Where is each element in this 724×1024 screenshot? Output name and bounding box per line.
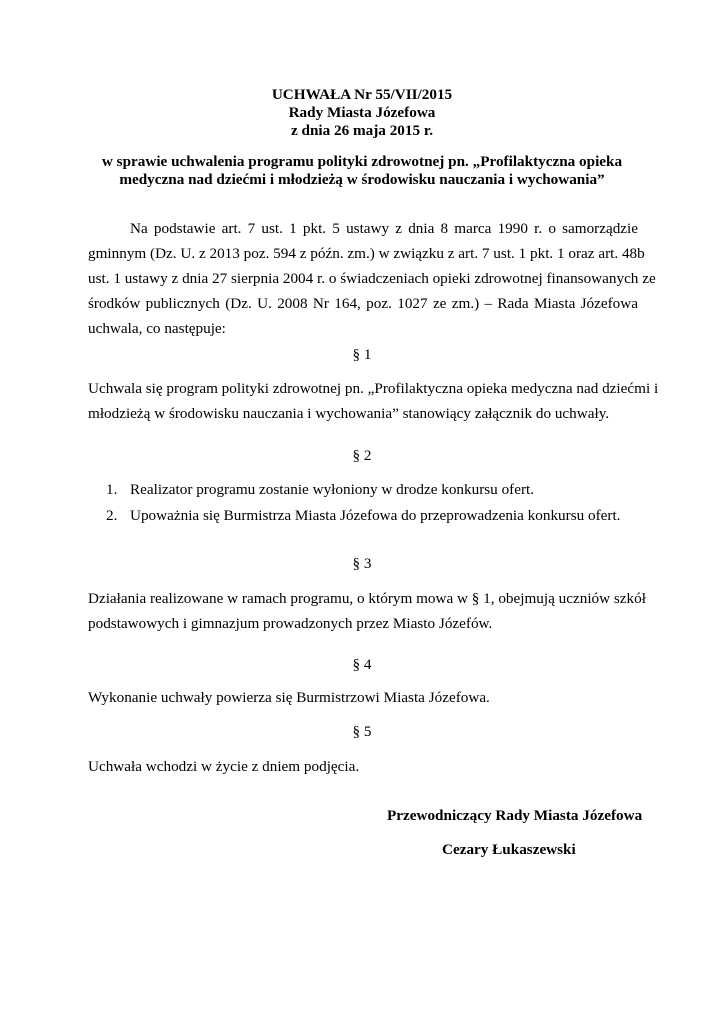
section-5-text: Uchwała wchodzi w życie z dniem podjęcia. <box>88 758 360 775</box>
section-2-heading: § 2 <box>352 447 372 464</box>
section-1-heading: § 1 <box>352 346 372 363</box>
resolution-date: z dnia 26 maja 2015 r. <box>290 122 434 139</box>
list-item-text: Upoważnia się Burmistrza Miasta Józefowa do przeprowadzenia konkursu ofert. <box>130 507 621 524</box>
preamble-line: Na podstawie art. 7 ust. 1 pkt. 5 ustawy z dnia 8 marca 1990 r. o samorządzie <box>130 220 638 237</box>
preamble-line: ust. 1 ustawy z dnia 27 sierpnia 2004 r. o świadczeniach opieki zdrowotnej finansowanych ze <box>88 270 656 287</box>
section-3-text: podstawowych i gimnazjum prowadzonych przez Miasto Józefów. <box>88 615 493 632</box>
preamble-line: środków publicznych (Dz. U. 2008 Nr 164, poz. 1027 ze zm.) – Rada Miasta Józefowa <box>88 295 638 312</box>
list-item-number: 1. <box>106 481 118 498</box>
resolution-number: UCHWAŁA Nr 55/VII/2015 <box>271 86 453 103</box>
preamble-line: uchwala, co następuje: <box>88 320 226 337</box>
list-item-text: Realizator programu zostanie wyłoniony w drodze konkursu ofert. <box>130 481 535 498</box>
section-5-heading: § 5 <box>352 723 372 740</box>
section-3-heading: § 3 <box>352 555 372 572</box>
signature-role: Przewodniczący Rady Miasta Józefowa <box>387 807 643 824</box>
section-1-text: Uchwala się program polityki zdrowotnej pn. „Profilaktyczna opieka medyczna nad dziećmi i <box>88 380 659 397</box>
subject-line-1: w sprawie uchwalenia programu polityki zdrowotnej pn. „Profilaktyczna opieka <box>101 153 623 170</box>
section-4-text: Wykonanie uchwały powierza się Burmistrzowi Miasta Józefowa. <box>88 689 490 706</box>
section-3-text: Działania realizowane w ramach programu, o którym mowa w § 1, obejmują uczniów szkół <box>88 590 646 607</box>
council-name: Rady Miasta Józefowa <box>288 104 436 121</box>
subject-line-2: medyczna nad dziećmi i młodzieżą w środowisku nauczania i wychowania” <box>119 171 605 188</box>
section-4-heading: § 4 <box>352 656 372 673</box>
section-1-text: młodzieżą w środowisku nauczania i wychowania” stanowiący załącznik do uchwały. <box>88 405 610 422</box>
signature-name: Cezary Łukaszewski <box>442 841 576 858</box>
list-item-number: 2. <box>106 507 118 524</box>
preamble-line: gminnym (Dz. U. z 2013 poz. 594 z późn. zm.) w związku z art. 7 ust. 1 pkt. 1 oraz art. 48b <box>88 245 645 262</box>
